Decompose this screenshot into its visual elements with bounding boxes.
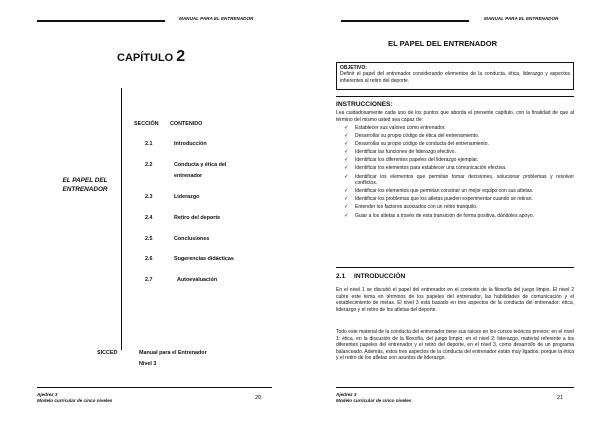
toc-title: Conclusiones [174,236,210,242]
toc-number: 2.7 [145,277,153,283]
toc-number: 2.5 [145,236,153,242]
section-number: 2.1 [336,273,346,280]
header-rule [37,20,165,22]
toc-number: 2.3 [145,194,153,200]
toc-title: Retiro del deporte [174,215,221,221]
toc-content-label: CONTENIDO [170,121,203,127]
side-title-line1: EL PAPEL DEL [62,177,108,184]
objective-box [336,62,574,90]
footer-book: Ajedrez 3 [336,392,357,397]
checklist-text: Identificar los elementos para establecer una comunicación efectiva. [355,165,507,172]
footer-model: Modelo curricular de cinco niveles [336,398,412,403]
checklist-item [336,174,574,187]
toc-title: Sugerencias didácticas [174,256,234,262]
footer-book: Ajedrez 3 [37,392,58,397]
checklist-item [336,196,574,203]
check-icon: ✓ [344,204,349,211]
chapter-title: EL PAPEL DEL ENTRENADOR [388,39,498,48]
toc-title: Introducción [174,141,207,147]
check-icon: ✓ [344,149,349,156]
check-icon: ✓ [344,125,349,131]
footer-text [336,392,411,404]
toc-section-label: SECCIÓN [134,121,159,127]
check-icon: ✓ [344,165,349,172]
checklist-text: Identificar los elementos que permitan construir un mejor equipo con sus atletas. [355,188,534,195]
toc-number: 2.1 [145,141,153,147]
checklist-text: Identificar las funciones de liderazgo efectivo. [355,149,456,156]
toc-number: 2.6 [145,256,153,262]
checklist-item [336,204,574,211]
check-icon: ✓ [344,188,349,195]
section-rule [336,96,574,97]
checklist-text: Desarrollar su propio código de ética del entrenamiento. [355,133,480,140]
check-icon: ✓ [344,141,349,148]
section-rule [336,267,574,268]
chapter-label [117,48,185,66]
running-header: MANUAL PARA EL ENTRENADOR [179,16,254,21]
check-icon: ✓ [344,212,349,219]
header-rule [341,20,469,22]
checklist-item [336,133,574,140]
footer-rule [336,387,574,388]
toc-number: 2.4 [145,215,153,221]
chapter-word: CAPÍTULO [117,52,174,64]
intro-paragraph-2: Todo este material de la conducta del entrenador tiene sus raíces en los cursos teóricos previos: en el nivel 1: ética, en la discusión de la filosofía, del juego limpio; en el nivel 2: liderazgo, material referente a los diferentes papeles del entrenador y el retiro del deporte, en el nivel 3, como desarrollo de un programa balanceado. Además, estos tres aspectos de la conducta del entrenador están muy ligados, porque la ética y el retiro de los atletas son asuntos de liderazgo. [336,329,574,362]
checklist-item [336,165,574,172]
toc-title-continued: entrenador [174,173,203,179]
toc-title: Conducta y ética del [174,162,227,168]
check-icon: ✓ [344,173,349,180]
checklist-item [336,157,574,164]
checklist-item [336,141,574,148]
intro-paragraph-1: En el nivel 1 se discutió el papel del entrenador en el contexto de la filosofía del juego limpio. El nivel 2 cubre este tema en términos de los papeles del entrenador, las habilidades de comunicación y el establecimiento de metas. El nivel 3 está basado en tres aspectos de la conducta del entrenador: ética, liderazgo y el retiro de los atletas del deporte. [336,287,574,313]
checklist-item [336,188,574,195]
side-title-line2: ENTRENADOR [62,185,108,193]
instructions-intro: Lea cuidadosamente cada uno de los puntos que aborda el presente capítulo, con la finalidad de que al término del mismo usted sea capaz de: [336,110,574,123]
objective-label: OBJETIVO: [340,65,367,71]
running-header: MANUAL PARA EL ENTRENADOR [484,16,559,21]
objectives-checklist [336,125,574,221]
checklist-text: Desarrollar su propio código de conducta del entrenamiento. [355,141,489,148]
checklist-text: Identificar los diferentes papeles del liderazgo ejemplar. [355,157,479,164]
toc-title: Liderazgo [174,194,200,200]
side-title [50,177,120,194]
footer-rule [37,387,272,388]
toc-number: 2.2 [145,162,153,168]
page-number: 20 [255,395,262,401]
checklist-text: Entender los factores asociados con un retiro tranquilo. [355,204,478,211]
instructions-heading: INSTRUCCIONES: [336,101,393,108]
checklist-text: Guiar a los atletas a través de esta transición de forma positiva, dándoles apoyo. [355,212,534,219]
chapter-number: 2 [176,48,186,65]
checklist-text: Identificar los elementos que permitan tomar decisiones, solucionar problemas y resolver conflictos. [355,173,574,187]
checklist-item [336,149,574,156]
publisher-label: SICCED [97,350,118,356]
check-icon: ✓ [344,157,349,164]
page-number: 21 [557,395,564,401]
checklist-item [336,125,574,132]
section-title: INTRODUCCIÓN [354,273,406,280]
checklist-text: Establecer sus valores como entrenador. [355,125,446,131]
toc-vertical-rule [121,88,122,350]
checklist-item [336,213,574,220]
footer-model: Modelo curricular de cinco niveles [37,398,113,403]
checklist-text: Identificar los problemas que los atletas pueden experimentar cuando se retiran. [355,196,533,203]
footer-text [37,392,112,404]
check-icon: ✓ [344,133,349,140]
toc-title: Autoevaluación [177,277,218,283]
manual-level: Nivel 3 [139,361,157,367]
manual-title: Manual para el Entrenador [139,350,207,356]
objective-text: Definir el papel del entrenador considerando elementos de la conducta, ética, liderazgo y aspectos inherentes al retiro del deporte. [340,71,570,84]
check-icon: ✓ [344,196,349,203]
